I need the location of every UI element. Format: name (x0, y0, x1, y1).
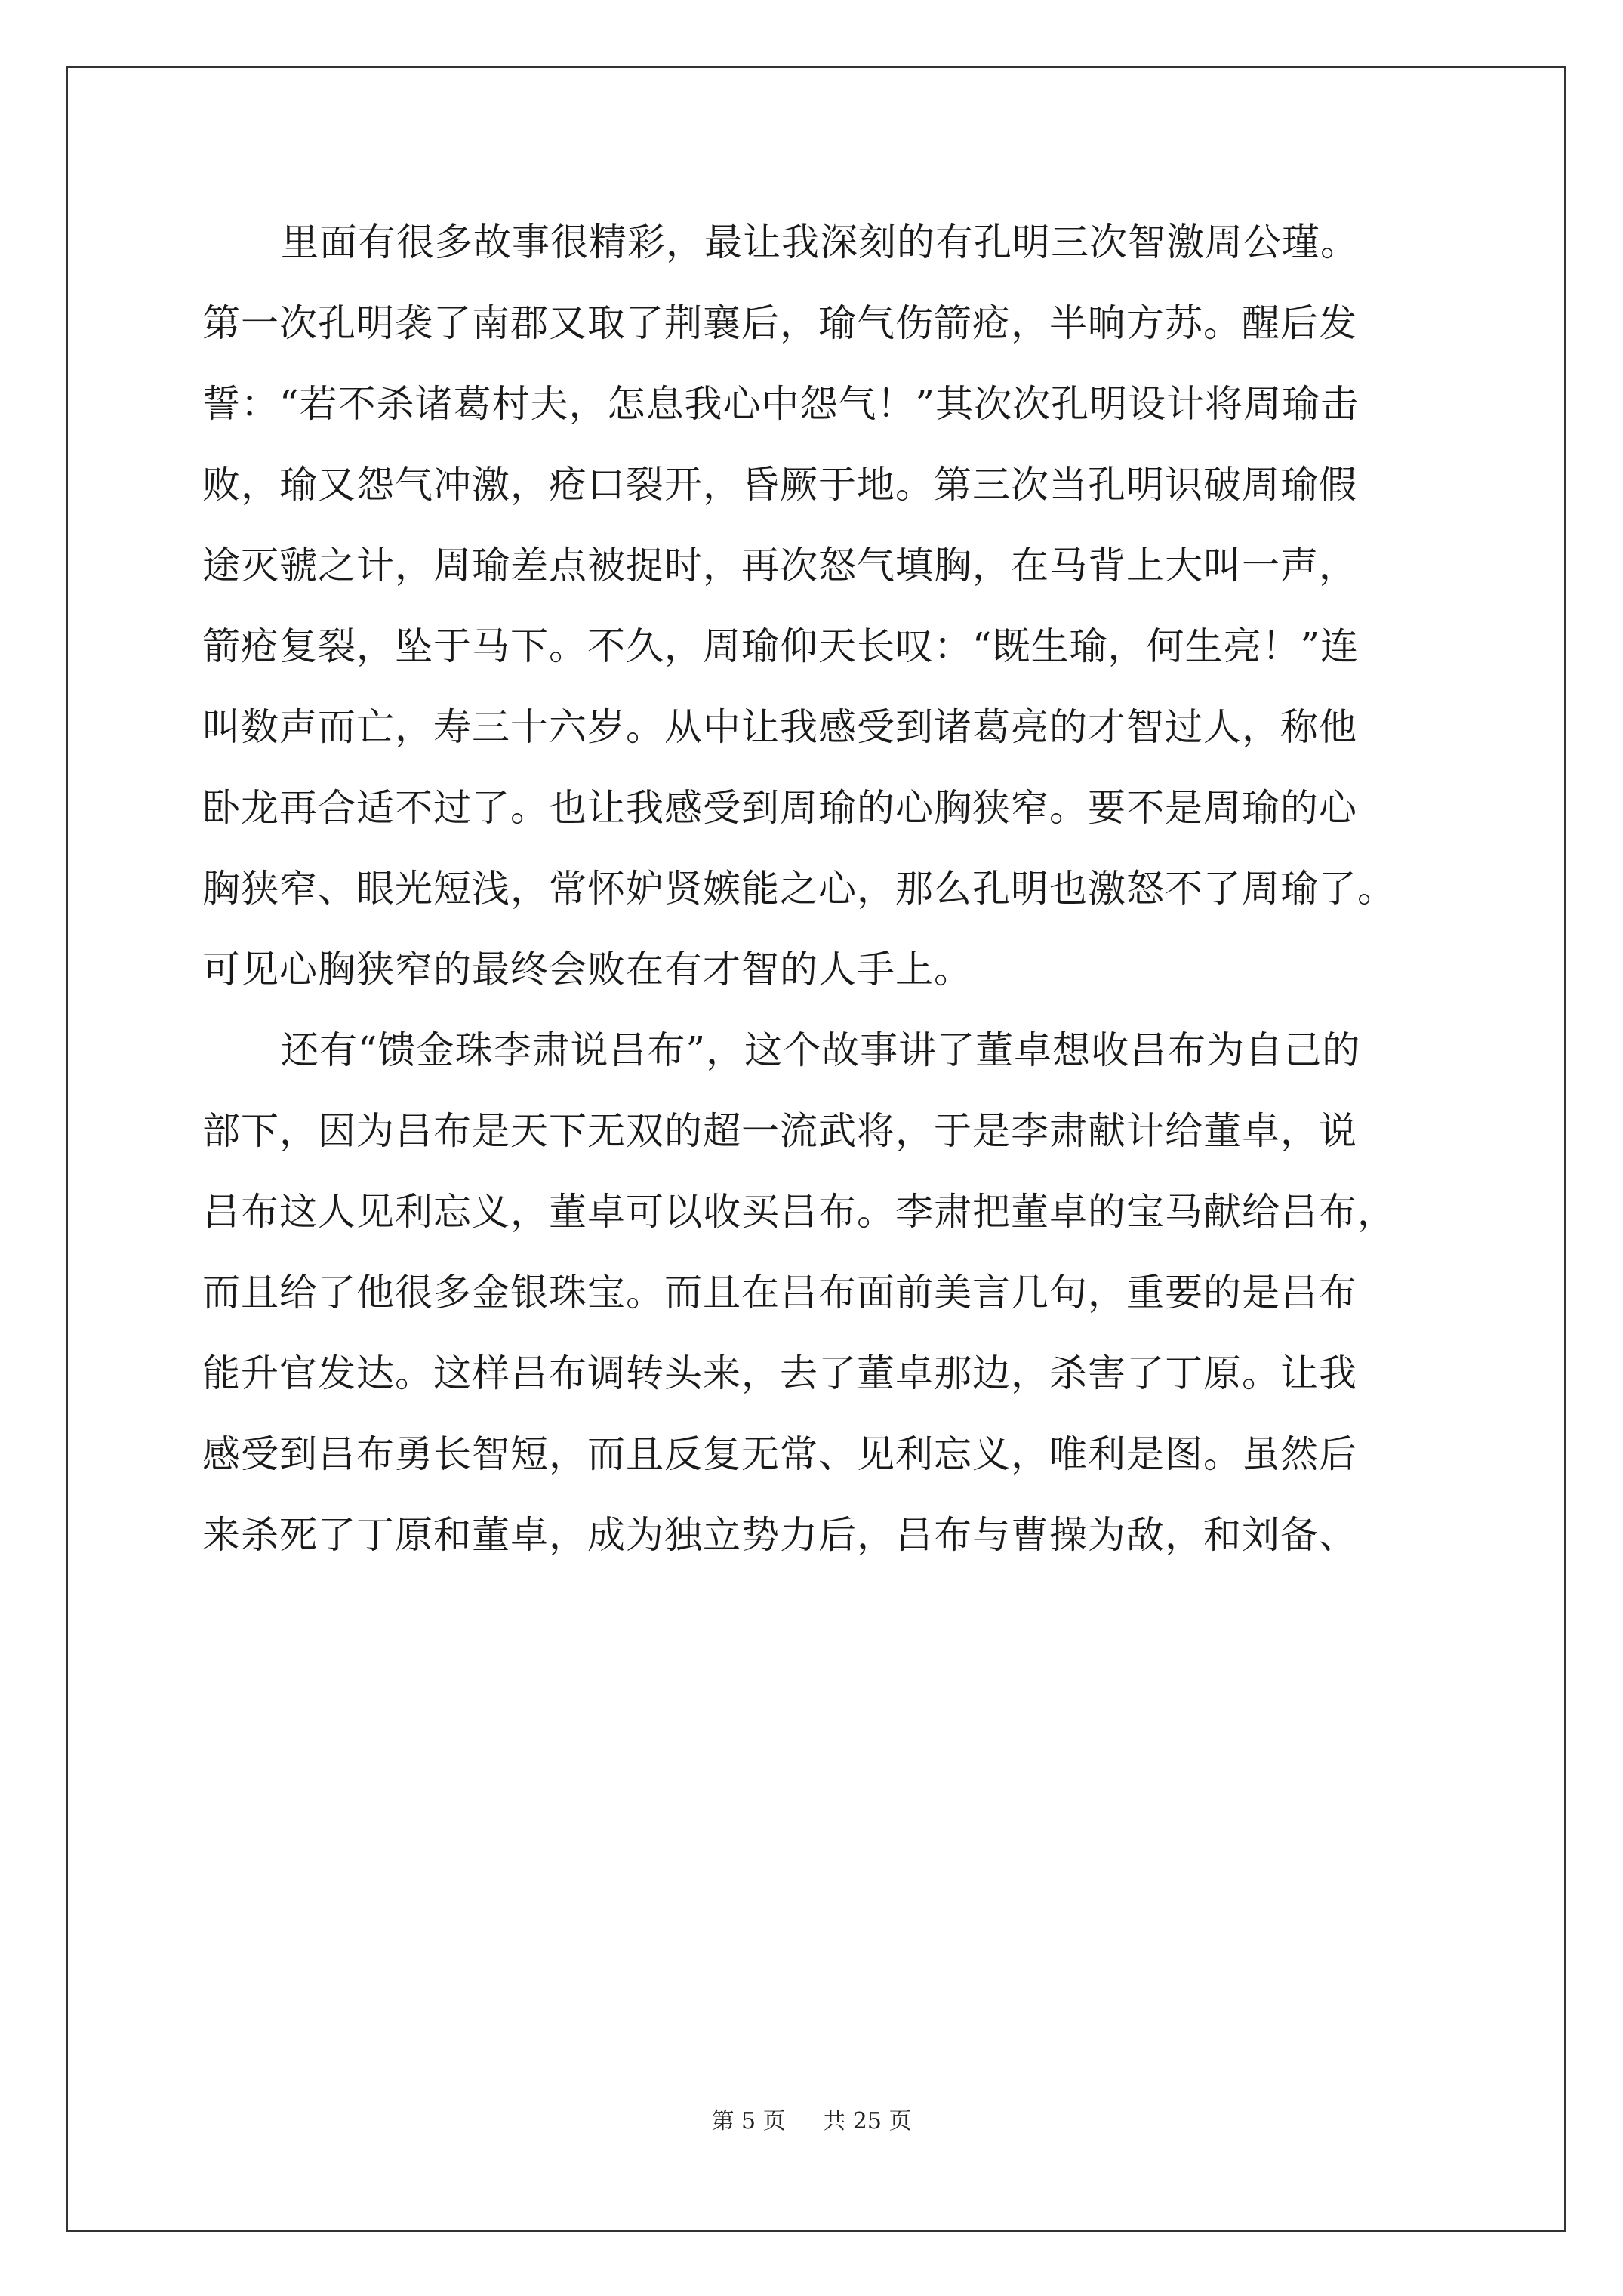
document-body (202, 202, 1433, 1576)
page-number: 第 5 页 (711, 2108, 786, 2134)
text-line: 能升官发达。这样吕布调转头来，去了董卓那边，杀害了丁原。让我 (202, 1351, 1357, 1395)
text-line: 里面有很多故事很精彩，最让我深刻的有孔明三次智激周公瑾。 (281, 220, 1359, 264)
text-line: 可见心胸狭窄的最终会败在有才智的人手上。 (202, 948, 972, 991)
text-line: 途灭虢之计，周瑜差点被捉时，再次怒气填胸，在马背上大叫一声， (202, 544, 1357, 587)
text-line: 而且给了他很多金银珠宝。而且在吕布面前美言几句，重要的是吕布 (202, 1271, 1357, 1314)
text-line: 胸狭窄、眼光短浅，常怀妒贤嫉能之心，那么孔明也激怒不了周瑜了。 (202, 867, 1396, 911)
text-line: 卧龙再合适不过了。也让我感受到周瑜的心胸狭窄。要不是周瑜的心 (202, 786, 1357, 830)
text-line: 部下，因为吕布是天下无双的超一流武将，于是李肃献计给董卓，说 (202, 1109, 1357, 1153)
text-line: 还有“馈金珠李肃说吕布”，这个故事讲了董卓想收吕布为自己的 (281, 1028, 1361, 1072)
page-total: 共 25 页 (823, 2108, 912, 2134)
text-line: 叫数声而亡，寿三十六岁。从中让我感受到诸葛亮的才智过人，称他 (202, 705, 1357, 749)
text-line: 败，瑜又怨气冲激，疮口裂开，昏厥于地。第三次当孔明识破周瑜假 (202, 463, 1357, 507)
text-line: 第一次孔明袭了南郡又取了荆襄后，瑜气伤箭疮，半晌方苏。醒后发 (202, 301, 1357, 345)
text-line: 誓：“若不杀诸葛村夫，怎息我心中怨气！”其次次孔明设计将周瑜击 (202, 382, 1360, 426)
text-line: 来杀死了丁原和董卓，成为独立势力后，吕布与曹操为敌，和刘备、 (202, 1513, 1357, 1557)
text-line: 感受到吕布勇长智短，而且反复无常、见利忘义，唯利是图。虽然后 (202, 1432, 1357, 1476)
text-line: 吕布这人见利忘义，董卓可以收买吕布。李肃把董卓的宝马献给吕布， (202, 1190, 1396, 1234)
text-line: 箭疮复裂，坠于马下。不久，周瑜仰天长叹：“既生瑜，何生亮！”连 (202, 624, 1360, 668)
page-footer (0, 2106, 1623, 2137)
